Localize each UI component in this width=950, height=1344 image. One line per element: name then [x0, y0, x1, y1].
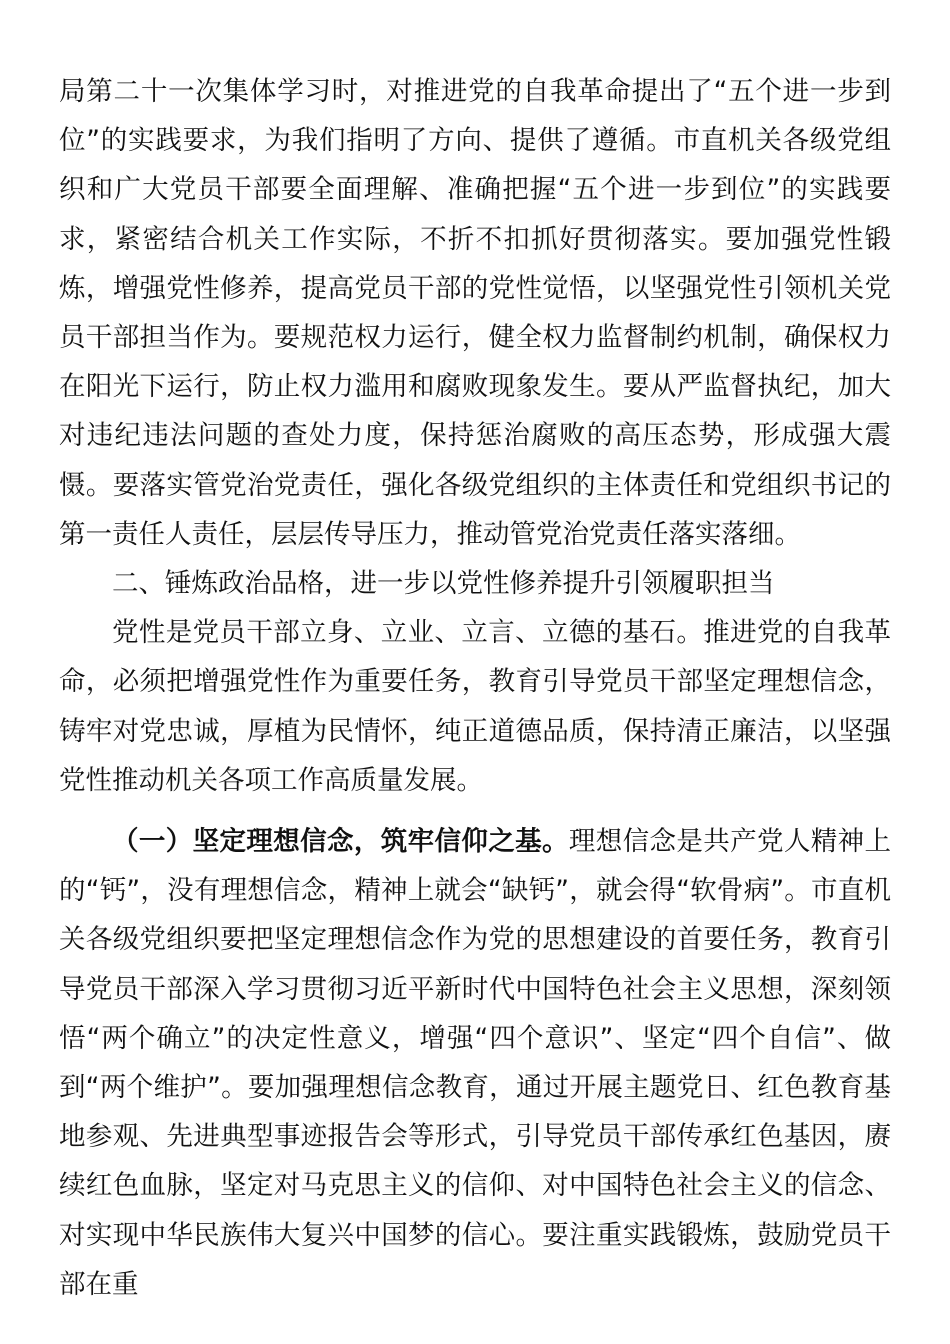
subsection-lead: （一）坚定理想信念，筑牢信仰之基。 — [112, 826, 569, 858]
section-heading: 二、锤炼政治品格，进一步以党性修养提升引领履职担当 — [112, 568, 775, 600]
subsection-paragraph — [59, 817, 891, 1309]
paragraph-continued: 局第二十一次集体学习时，对推进党的自我革命提出了“五个进一步到位”的实践要求，为我们指明了方向、提供了遵循。市直机关各级党组织和广大党员干部要全面理解、准确把握“五个进一步到位”的实践要求，紧密结合机关工作实际，不折不扣抓好贯彻落实。要加强党性锻炼，增强党性修养，提高党员干部的党性觉悟，以坚强党性引领机关党员干部担当作为。要规范权力运行，健全权力监督制约机制，确保权力在阳光下运行，防止权力滥用和腐败现象发生。要从严监督执纪，加大对违纪违法问题的查处力度，保持惩治腐败的高压态势，形成强大震慑。要落实管党治党责任，强化各级党组织的主体责任和党组织书记的第一责任人责任，层层传导压力，推动管党治党责任落实落细。 — [59, 76, 891, 550]
document-body — [59, 67, 891, 1309]
subsection-text: 理想信念是共产党人精神上的“钙”，没有理想信念，精神上就会“缺钙”，就会得“软骨病”。市直机关各级党组织要把坚定理想信念作为党的思想建设的首要任务，教育引导党员干部深入学习贯彻习近平新时代中国特色社会主义思想，深刻领悟“两个确立”的决定性意义，增强“四个意识”、坚定“四个自信”、做到“两个维护”。要加强理想信念教育，通过开展主题党日、红色教育基地参观、先进典型事迹报告会等形式，引导党员干部传承红色基因，赓续红色血脉，坚定对马克思主义的信仰、对中国特色社会主义的信念、对实现中华民族伟大复兴中国梦的信心。要注重实践锻炼，鼓励党员干部在重 — [59, 826, 891, 1300]
paragraph: 党性是党员干部立身、立业、立言、立德的基石。推进党的自我革命，必须把增强党性作为重要任务，教育引导党员干部坚定理想信念，铸牢对党忠诚，厚植为民情怀，纯正道德品质，保持清正廉洁，以坚强党性推动机关各项工作高质量发展。 — [59, 617, 891, 796]
